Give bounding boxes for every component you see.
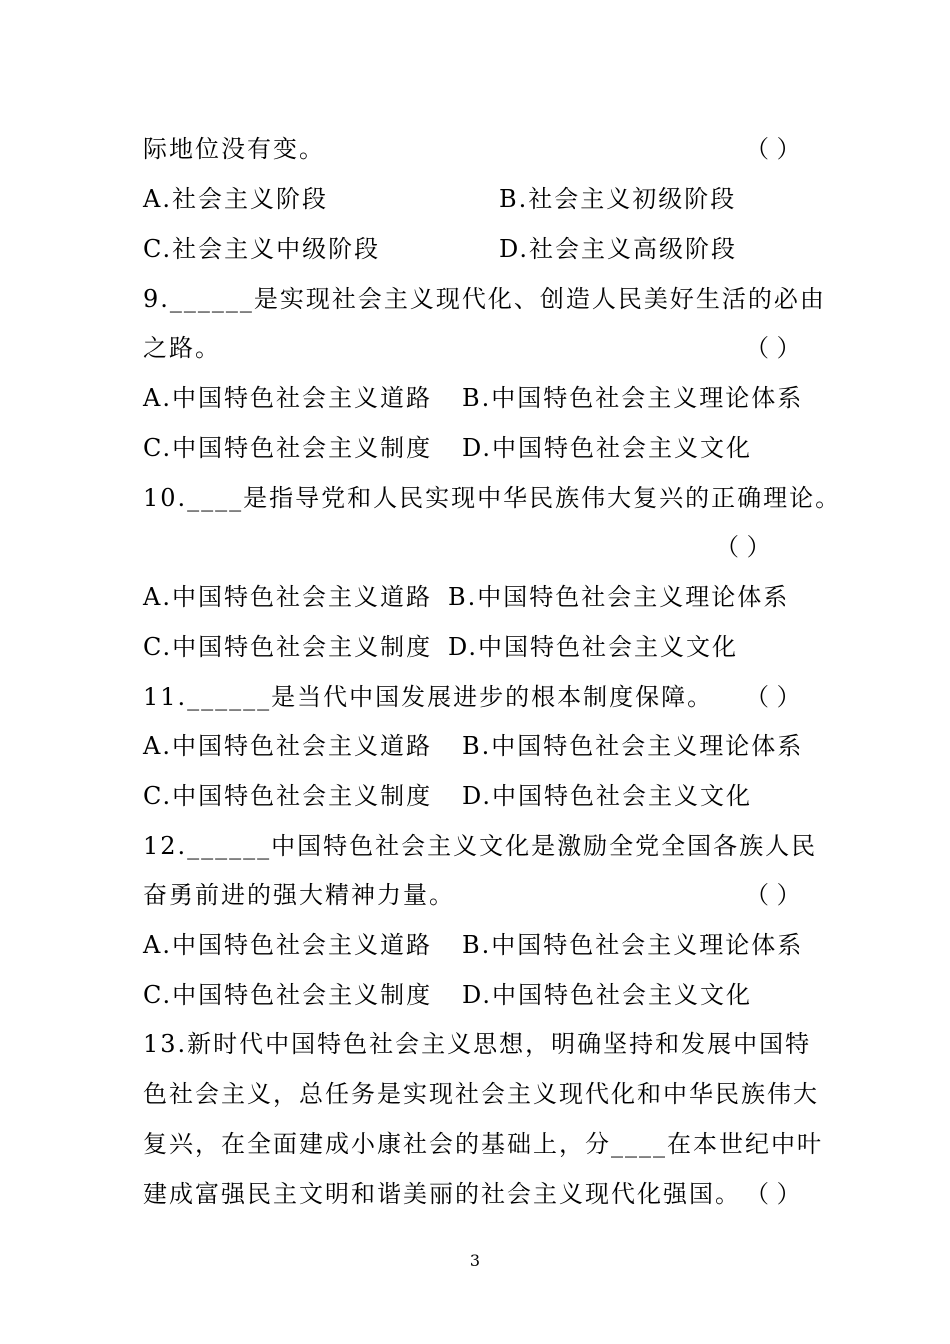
question-8-option-c: C.社会主义中级阶段: [143, 235, 381, 263]
question-11-option-b: B.中国特色社会主义理论体系: [462, 732, 804, 760]
question-9-answer-parens: （ ）: [745, 334, 801, 362]
question-12-option-b: B.中国特色社会主义理论体系: [462, 931, 804, 959]
question-8-answer-parens: （ ）: [745, 135, 801, 163]
question-12-answer-parens: （ ）: [745, 881, 801, 909]
question-8-tail: 际地位没有变。: [143, 135, 325, 163]
question-11-option-d: D.中国特色社会主义文化: [462, 782, 753, 810]
question-9-option-d: D.中国特色社会主义文化: [462, 434, 753, 462]
question-9-option-b: B.中国特色社会主义理论体系: [462, 384, 804, 412]
question-9-stem-line-1: 9.______是实现社会主义现代化、创造人民美好生活的必由: [143, 285, 826, 313]
question-9-stem-line-2: 之路。: [143, 334, 221, 362]
question-10-option-a: A.中国特色社会主义道路: [143, 583, 432, 611]
question-12-stem-line-2: 奋勇前进的强大精神力量。: [143, 881, 455, 909]
question-11-stem-line-1: 11.______是当代中国发展进步的根本制度保障。: [143, 683, 714, 711]
question-12-option-c: C.中国特色社会主义制度: [143, 981, 433, 1009]
question-10-option-b: B.中国特色社会主义理论体系: [448, 583, 790, 611]
question-13-stem-line-4: 建成富强民主文明和谐美丽的社会主义现代化强国。: [143, 1180, 741, 1208]
question-11-answer-parens: （ ）: [745, 683, 801, 711]
question-13-stem-line-1: 13.新时代中国特色社会主义思想，明确坚持和发展中国特: [143, 1030, 812, 1058]
question-13-stem-line-2: 色社会主义，总任务是实现社会主义现代化和中华民族伟大: [143, 1080, 819, 1108]
question-10-option-c: C.中国特色社会主义制度: [143, 633, 433, 661]
question-8-option-a: A.社会主义阶段: [143, 185, 328, 213]
question-8-option-b: B.社会主义初级阶段: [499, 185, 737, 213]
question-11-option-c: C.中国特色社会主义制度: [143, 782, 433, 810]
question-10-option-d: D.中国特色社会主义文化: [448, 633, 739, 661]
question-12-option-d: D.中国特色社会主义文化: [462, 981, 753, 1009]
question-9-option-c: C.中国特色社会主义制度: [143, 434, 433, 462]
question-10-answer-parens: （ ）: [715, 533, 771, 561]
page-number: 3: [469, 1251, 481, 1270]
question-9-option-a: A.中国特色社会主义道路: [143, 384, 432, 412]
question-11-option-a: A.中国特色社会主义道路: [143, 732, 432, 760]
question-12-stem-line-1: 12.______中国特色社会主义文化是激励全党全国各族人民: [143, 832, 818, 860]
question-10-stem-line-1: 10.____是指导党和人民实现中华民族伟大复兴的正确理论。: [143, 484, 842, 512]
question-12-option-a: A.中国特色社会主义道路: [143, 931, 432, 959]
question-13-stem-line-3: 复兴，在全面建成小康社会的基础上，分____在本世纪中叶: [143, 1130, 823, 1158]
question-13-answer-parens: （ ）: [745, 1180, 801, 1208]
question-8-option-d: D.社会主义高级阶段: [499, 235, 738, 263]
